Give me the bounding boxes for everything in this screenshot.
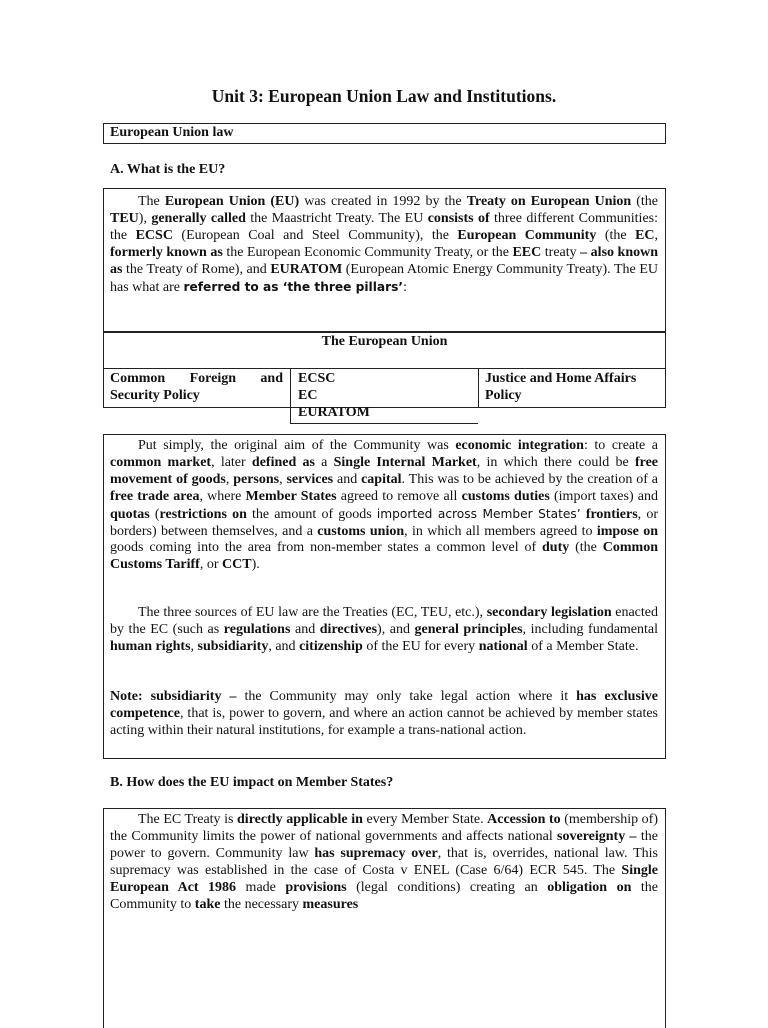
para3-run-13: citizenship bbox=[299, 638, 363, 654]
pillar-middle-euratom: EURATOM bbox=[298, 405, 370, 420]
para1-run-19: EEC bbox=[512, 244, 542, 260]
para3-run-9: human rights bbox=[110, 638, 191, 654]
para5-run-5: sovereignty – bbox=[557, 828, 637, 844]
para2-run-11: persons bbox=[233, 471, 280, 487]
para3-run-8: , including fundamental bbox=[522, 621, 659, 637]
para5-run-6: the power to govern. Community law bbox=[110, 828, 658, 861]
para2-run-27: imported across Member States’ bbox=[376, 506, 581, 521]
para2-run-5: defined as bbox=[251, 454, 315, 470]
para5-run-3: Accession to bbox=[487, 812, 561, 827]
para1-run-11: ECSC bbox=[135, 227, 173, 243]
pillar-right: Justice and Home Affairs Policy bbox=[485, 371, 637, 403]
para5-run-14: the Community to bbox=[110, 879, 658, 912]
para3-run-14: of the EU for every bbox=[362, 638, 479, 654]
pillars-mid-bottom bbox=[290, 423, 478, 424]
para2-run-21: customs duties bbox=[461, 488, 550, 504]
para2-run-16: . This was to be achieved by the creation of a bbox=[401, 471, 659, 487]
para2-run-18: , where bbox=[199, 488, 246, 504]
para2-run-29: frontiers bbox=[585, 506, 638, 522]
para1-run-5: TEU bbox=[110, 210, 139, 226]
pillar-left bbox=[110, 371, 283, 405]
para2-run-10: , bbox=[225, 471, 234, 487]
para4-run-0: Note: subsidiarity – bbox=[110, 689, 237, 704]
para1-run-15: EC bbox=[635, 227, 655, 243]
para3-run-7: general principles bbox=[414, 621, 523, 637]
para5-run-17: measures bbox=[302, 896, 359, 912]
para2-run-1: economic integration bbox=[455, 438, 584, 453]
para5-run-1: directly applicable in bbox=[237, 812, 363, 827]
para5-run-8: , that is, overrides, national law. This supremacy was established in the case of Costa v ENEL (Case 6/64) ECR 545. The bbox=[110, 845, 658, 878]
para2-run-20: agreed to remove all bbox=[336, 488, 462, 504]
para5-run-4: (membership of) the Community limits the power of national governments and affects national bbox=[110, 812, 658, 844]
para2-run-23: quotas bbox=[110, 506, 150, 522]
para3-run-0: The three sources of EU law are the Treaties (EC, TEU, etc.), bbox=[138, 605, 487, 620]
para2-run-34: goods coming into the area from non-member states a common level of bbox=[110, 540, 543, 556]
para2-run-40: ). bbox=[251, 557, 260, 573]
para1-run-8: the Maastricht Treaty. The EU bbox=[245, 210, 428, 226]
para3-run-6: ), and bbox=[377, 621, 415, 637]
para3-run-10: , bbox=[190, 638, 198, 654]
para5-run-9: Single European Act 1986 bbox=[110, 862, 658, 895]
para1-run-25: referred to as ‘the three pillars’ bbox=[183, 279, 404, 294]
para3-run-2: enacted by the EC (such as bbox=[110, 605, 659, 637]
para1-run-1: European Union (EU) bbox=[164, 194, 300, 209]
para3-run-12: , and bbox=[268, 638, 300, 654]
para3-run-11: subsidiarity bbox=[197, 638, 269, 654]
para1-run-6: ), bbox=[138, 210, 152, 226]
para2-run-17: free trade area bbox=[110, 488, 200, 504]
para2-run-39: CCT bbox=[222, 557, 252, 573]
para3-run-16: of a Member State. bbox=[527, 638, 639, 654]
pillars-mid-divider-right bbox=[478, 368, 479, 408]
para1-run-21: – also known as bbox=[110, 244, 659, 277]
para3-run-3: regulations bbox=[223, 621, 291, 637]
para5-run-12: (legal conditions) creating an bbox=[346, 879, 548, 895]
para5-run-7: has supremacy over bbox=[314, 845, 438, 861]
para5-run-10: made bbox=[236, 879, 286, 895]
para5-run-2: every Member State. bbox=[362, 812, 488, 827]
para2-run-35: duty bbox=[542, 540, 570, 556]
para1-run-3: Treaty on European Union bbox=[466, 194, 632, 209]
para5-run-16: the necessary bbox=[220, 896, 303, 912]
para2-run-38: , or bbox=[199, 557, 223, 573]
pillars-header: The European Union bbox=[321, 334, 448, 349]
para2-run-3: common market bbox=[110, 454, 212, 470]
para1-run-17: formerly known as bbox=[110, 244, 223, 260]
para1-run-22: the Treaty of Rome), and bbox=[122, 261, 271, 277]
para1-run-24: (European Atomic Energy Community Treaty). The EU has what are bbox=[110, 261, 658, 295]
para1-run-16: , bbox=[654, 227, 659, 243]
para3-run-15: national bbox=[478, 638, 528, 654]
para2-run-13: services bbox=[286, 471, 334, 487]
para1-run-14: (the bbox=[596, 227, 636, 243]
page-title: Unit 3: European Union Law and Institutions. bbox=[211, 86, 557, 106]
para2-run-36: (the bbox=[569, 540, 603, 556]
para2-run-0: Put simply, the original aim of the Community was bbox=[138, 438, 456, 453]
para1 bbox=[110, 194, 658, 296]
para4-run-3: , that is, power to govern, and where an action cannot be achieved by member states acting within their natural institutions, for example a trans-national action. bbox=[110, 705, 658, 738]
para2-run-37: Common Customs Tariff bbox=[110, 540, 658, 573]
para1-run-23: EURATOM bbox=[270, 261, 343, 277]
section-box-label: European Union law bbox=[110, 125, 234, 140]
para2-run-2: : to create a bbox=[583, 438, 658, 453]
para4-run-2: has exclusive competence bbox=[110, 689, 658, 721]
para2-run-15: capital bbox=[361, 471, 402, 487]
para1-run-10: three different Communities: the bbox=[110, 210, 659, 243]
para5-run-0: The EC Treaty is bbox=[138, 812, 238, 827]
para1-run-20: treaty bbox=[541, 244, 581, 260]
para5 bbox=[110, 812, 658, 913]
para2 bbox=[110, 438, 658, 574]
para2-run-26: the amount of goods bbox=[246, 506, 377, 522]
para2-run-9: free movement of goods bbox=[110, 454, 659, 487]
para1-run-12: (European Coal and Steel Community), the bbox=[172, 227, 458, 243]
para2-run-4: , later bbox=[211, 454, 252, 470]
para1-run-18: the European Economic Community Treaty, or the bbox=[222, 244, 513, 260]
para5-run-11: provisions bbox=[285, 879, 347, 895]
pillar-left-text: Common Foreign and Security Policy bbox=[110, 371, 283, 403]
para2-run-32: , in which all members agreed to bbox=[404, 523, 597, 539]
para4-run-1: the Community may only take legal action where it bbox=[236, 689, 577, 704]
para1-run-7: generally called bbox=[151, 210, 246, 226]
para3-run-5: directives bbox=[319, 621, 378, 637]
para1-run-13: European Community bbox=[457, 227, 597, 243]
heading-a: A. What is the EU? bbox=[110, 162, 226, 177]
para2-run-25: restrictions on bbox=[159, 506, 247, 522]
pillars-mid-divider-left bbox=[290, 368, 291, 424]
para2-run-8: , in which there could be bbox=[476, 454, 635, 470]
para3 bbox=[110, 605, 658, 656]
para1-run-2: was created in 1992 by the bbox=[299, 194, 467, 209]
pillar-middle-ec: EC bbox=[298, 388, 318, 403]
para2-run-7: Single Internal Market bbox=[333, 454, 477, 470]
para1-run-0: The bbox=[138, 194, 165, 209]
para3-run-4: and bbox=[290, 621, 320, 637]
para2-run-14: and bbox=[333, 471, 362, 487]
para1-run-4: (the bbox=[631, 194, 659, 209]
pillar-middle-ecsc: ECSC bbox=[298, 371, 336, 386]
para3-run-1: secondary legislation bbox=[486, 605, 612, 620]
para2-run-33: impose on bbox=[596, 523, 658, 539]
para2-run-30: , or borders) between themselves, and a bbox=[110, 506, 658, 539]
para5-run-13: obligation on bbox=[547, 879, 632, 895]
heading-b: B. How does the EU impact on Member States? bbox=[110, 775, 394, 790]
para1-run-26: : bbox=[403, 279, 408, 294]
para2-run-31: customs union bbox=[317, 523, 405, 539]
para5-run-15: take bbox=[194, 896, 221, 912]
para2-run-22: (import taxes) and bbox=[549, 488, 659, 504]
para2-run-19: Member States bbox=[245, 488, 337, 504]
para1-run-9: consists of bbox=[427, 210, 490, 226]
para4 bbox=[110, 689, 658, 740]
para2-run-6: a bbox=[314, 454, 334, 470]
para2-run-12: , bbox=[279, 471, 287, 487]
para2-run-24: ( bbox=[149, 506, 160, 522]
